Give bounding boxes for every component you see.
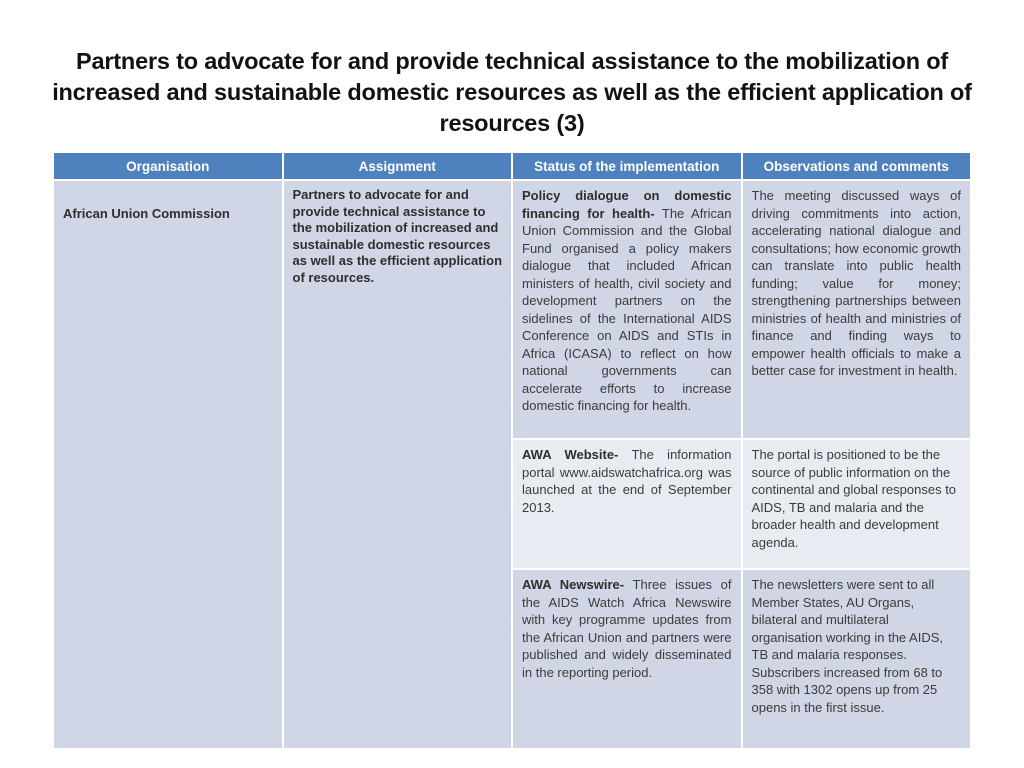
column-header-assignment: Assignment	[283, 152, 513, 180]
cell-observations-portal: The portal is positioned to be the source of public information on the continental and global responses to AIDS, TB and malaria and the broader health and development agenda.	[742, 439, 972, 569]
column-header-organisation: Organisation	[53, 152, 283, 180]
cell-status-policy-dialogue	[512, 180, 742, 439]
slide-title: Partners to advocate for and provide technical assistance to the mobilization of increased and sustainable domestic resources as well as the efficient application of resources (3)	[52, 48, 972, 136]
cell-status-awa-website	[512, 439, 742, 569]
table-row	[53, 180, 971, 439]
cell-observations-meeting: The meeting discussed ways of driving commitments into action, accelerating national dialogue and consultations; how economic growth can translate into public health funding; value for money; strengthening partnerships between ministries of health and ministries of finance and finding ways to empower health officials to make a better case for investment in health.	[742, 180, 972, 439]
column-header-status: Status of the implementation	[512, 152, 742, 180]
status-lead-text: Policy dialogue on domestic financing for health-	[522, 188, 732, 221]
cell-assignment: Partners to advocate for and provide technical assistance to the mobilization of increased and sustainable domestic resources as well as the efficient application of resources.	[283, 180, 513, 749]
status-lead-text: AWA Newswire-	[522, 577, 625, 592]
column-header-observations: Observations and comments	[742, 152, 972, 180]
status-rest-text: The information portal www.aidswatchafrica.org was launched at the end of September 2013.	[522, 447, 732, 515]
status-rest-text: The African Union Commission and the Global Fund organised a policy makers dialogue that included African ministers of health, civil society and development partners on the sidelines of the International AIDS Conference on AIDS and STIs in Africa (ICASA) to reflect on how national governments can accelerate efforts to increase domestic financing for health.	[522, 205, 732, 413]
report-table	[52, 151, 972, 750]
cell-status-awa-newswire	[512, 569, 742, 749]
table-header-row	[53, 152, 971, 180]
cell-organisation: African Union Commission	[53, 180, 283, 749]
cell-observations-newsletters: The newsletters were sent to all Member States, AU Organs, bilateral and multilateral organisation working in the AIDS, TB and malaria responses. Subscribers increased from 68 to 358 with 1302 opens up from 25 opens in the first issue.	[742, 569, 972, 749]
status-lead-text: AWA Website-	[522, 447, 619, 462]
status-rest-text: Three issues of the AIDS Watch Africa Newswire with key programme updates from the African Union and partners were published and widely disseminated in the reporting period.	[522, 577, 732, 680]
